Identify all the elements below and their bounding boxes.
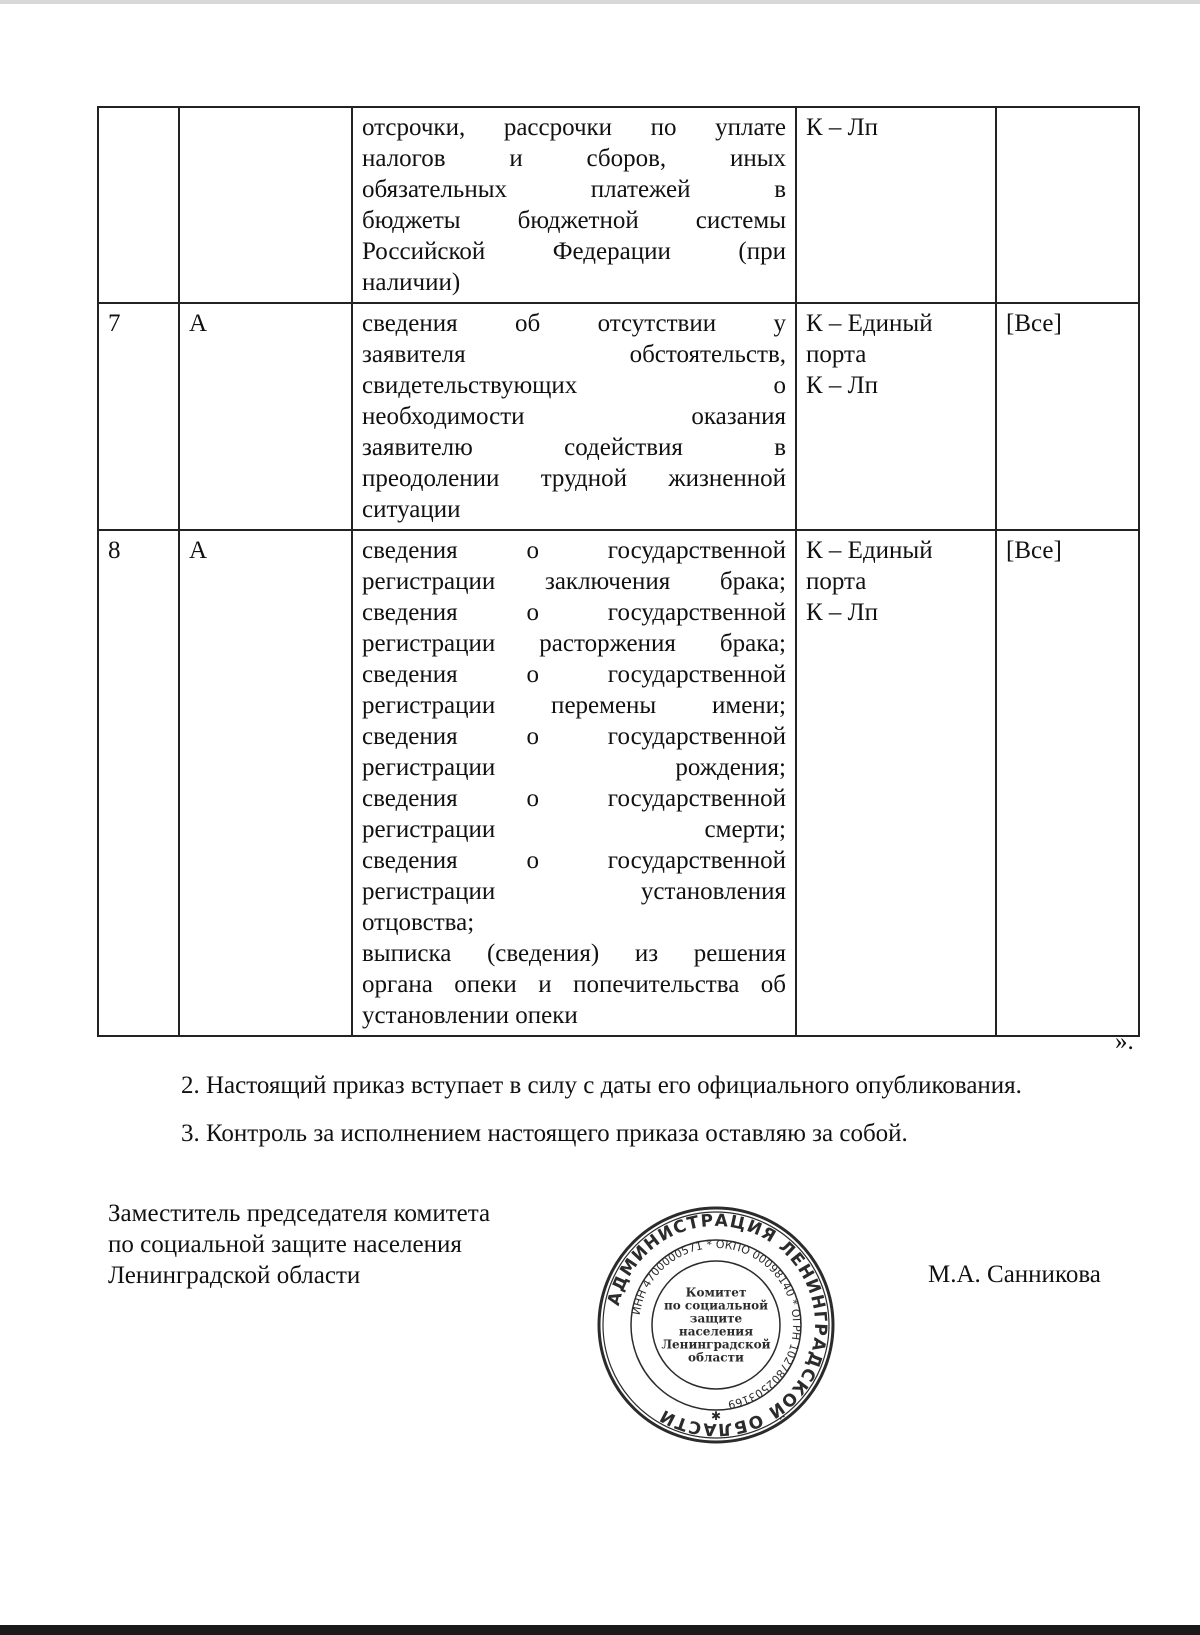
description-line: регистрации перемены имени; xyxy=(362,692,786,719)
description-line: сведения о государственной xyxy=(362,661,786,688)
source-line: К – Лп xyxy=(806,599,879,626)
cell-number: 8 xyxy=(98,530,179,1036)
cell-description xyxy=(352,107,796,303)
scan-edge-bottom xyxy=(0,1625,1200,1635)
cell-number: 7 xyxy=(98,303,179,530)
seal-center-line: по социальной xyxy=(663,1298,769,1313)
description-line: сведения о государственной xyxy=(362,847,786,874)
cell-scope: [Все] xyxy=(996,303,1139,530)
description-line: выписка (сведения) из решения xyxy=(362,940,786,967)
cell-code: А xyxy=(179,530,352,1036)
cell-description xyxy=(352,303,796,530)
source-line: К – Лп xyxy=(806,372,879,399)
seal-center-line: области xyxy=(688,1350,744,1365)
description-line: органа опеки и попечительства об xyxy=(362,971,786,998)
description-line: свидетельствующих о xyxy=(362,372,786,399)
description-line: сведения о государственной xyxy=(362,599,786,626)
source-line: порта xyxy=(806,341,867,368)
description-line: Российской Федерации (при xyxy=(362,238,786,265)
seal-star-icon: ✱ xyxy=(710,1409,722,1423)
description-line: заявителю содействия в xyxy=(362,434,786,461)
table-row xyxy=(98,107,1139,303)
cell-source xyxy=(796,107,996,303)
description-line: сведения о государственной xyxy=(362,723,786,750)
description-line: отсрочки, рассрочки по уплате xyxy=(362,114,786,141)
seal-outer-text: АДМИНИСТРАЦИЯ ЛЕНИНГРАДСКОЙ ОБЛАСТИ xyxy=(603,1210,831,1440)
description-line: регистрации смерти; xyxy=(362,816,786,843)
cell-code xyxy=(179,107,352,303)
description-line: заявителя обстоятельств, xyxy=(362,341,786,368)
signatory-position-line: Заместитель председателя комитета xyxy=(108,1200,491,1227)
description-line: регистрации расторжения брака; xyxy=(362,630,786,657)
cell-source xyxy=(796,530,996,1036)
signatory-name: М.А. Санникова xyxy=(928,1261,1101,1288)
description-line: регистрации заключения брака; xyxy=(362,568,786,595)
document-table xyxy=(97,106,1140,1037)
cell-scope: [Все] xyxy=(996,530,1139,1036)
cell-source xyxy=(796,303,996,530)
signatory-position-line: по социальной защите населения xyxy=(108,1231,462,1258)
signatory-position-line: Ленинградской области xyxy=(108,1262,361,1289)
signatory-position xyxy=(108,1198,490,1291)
cell-scope xyxy=(996,107,1139,303)
description-line: сведения о государственной xyxy=(362,785,786,812)
description-line: налогов и сборов, иных xyxy=(362,145,786,172)
description-line: преодолении трудной жизненной xyxy=(362,465,786,492)
description-line: необходимости оказания xyxy=(362,403,786,430)
cell-description xyxy=(352,530,796,1036)
seal-inner-text: ИНН 4700000571 * ОКПО 00098140 * ОГРН 1027802503169 xyxy=(629,1237,804,1412)
scan-edge-top xyxy=(0,0,1200,4)
closing-quote: ». xyxy=(1115,1028,1134,1055)
description-line: сведения о государственной xyxy=(362,537,786,564)
description-line: наличии) xyxy=(362,269,461,296)
seal-center-line: Комитет xyxy=(685,1285,747,1300)
description-line: регистрации установления xyxy=(362,878,786,905)
seal-center-line: населения xyxy=(678,1324,754,1339)
description-line: отцовства; xyxy=(362,909,475,936)
source-line: К – Единый xyxy=(806,537,933,564)
description-line: бюджеты бюджетной системы xyxy=(362,207,786,234)
seal-center-line: защите xyxy=(689,1311,743,1326)
source-line: К – Единый xyxy=(806,310,933,337)
source-line: порта xyxy=(806,568,867,595)
description-line: установлении опеки xyxy=(362,1002,578,1029)
table-row xyxy=(98,303,1139,530)
seal-center-line: Ленинградской xyxy=(661,1337,771,1352)
description-line: обязательных платежей в xyxy=(362,176,786,203)
cell-code: А xyxy=(179,303,352,530)
official-seal xyxy=(596,1205,836,1445)
paragraph-3: 3. Контроль за исполнением настоящего приказа оставляю за собой. xyxy=(181,1120,908,1147)
description-line: ситуации xyxy=(362,496,461,523)
table-row xyxy=(98,530,1139,1036)
description-line: сведения об отсутствии у xyxy=(362,310,786,337)
paragraph-2: 2. Настоящий приказ вступает в силу с даты его официального опубликования. xyxy=(181,1072,1022,1099)
source-line: К – Лп xyxy=(806,114,879,141)
description-line: регистрации рождения; xyxy=(362,754,786,781)
cell-number xyxy=(98,107,179,303)
